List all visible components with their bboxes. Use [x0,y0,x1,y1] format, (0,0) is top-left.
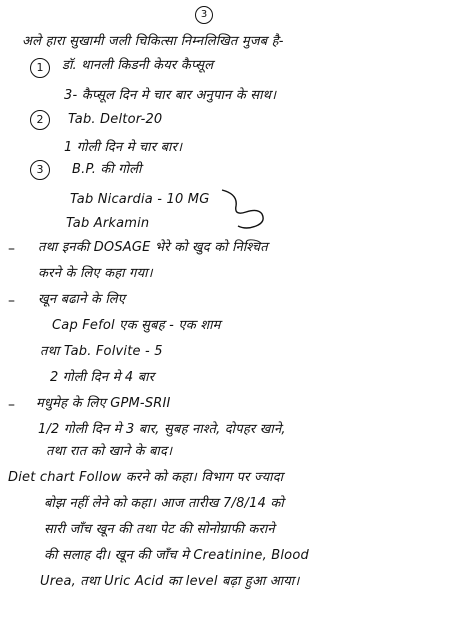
page-number: 3 [195,6,213,24]
brace-mark [218,186,273,236]
item-1-medicine: डॉ. थानली किडनी केयर कैप्सूल [62,58,214,73]
bullet-dash: – [8,397,15,413]
diabetes-dosage-line-1: 1/2 गोली दिन मे 3 बार, सुबह नाश्ते, दोपहर खाने, [38,422,286,437]
cap-fefol-line: Cap Fefol एक सुबह - एक शाम [52,318,221,333]
item-3-title: B.P. की गोली [72,162,142,177]
item-2-marker: 2 [30,110,50,130]
dosage-note-line-1: तथा इनकी DOSAGE भेरे को खुद को निश्चित [38,240,268,255]
folvite-dosage: 2 गोली दिन मे 4 बार [50,370,155,385]
diet-chart-line-5: Urea, तथा Uric Acid का level बढ़ा हुआ आया। [40,574,300,589]
diet-chart-line-2: बोझ नहीं लेने को कहा। आज तारीख 7/8/14 को [44,496,284,511]
diabetes-heading: मधुमेह के लिए GPM-SRII [36,396,171,411]
diet-chart-line-4: की सलाह दी। खून की जाँच मे Creatinine, Blood [44,548,309,563]
tab-folvite-line: तथा Tab. Folvite - 5 [40,344,163,359]
item-1-marker: 1 [30,58,50,78]
blood-heading: खून बढाने के लिए [38,292,126,307]
item-3-tab-nicardia: Tab Nicardia - 10 MG [70,192,210,207]
diet-chart-line-3: सारी जाँच खून की तथा पेट की सोनोग्राफी कराने [44,522,275,537]
dosage-note-line-2: करने के लिए कहा गया। [38,266,153,281]
bullet-dash: – [8,241,15,257]
item-2-medicine: Tab. Deltor-20 [68,112,163,127]
diabetes-dosage-line-2: तथा रात को खाने के बाद। [46,444,173,459]
bullet-dash: – [8,293,15,309]
item-1-dosage: 3- कैप्सूल दिन मे चार बार अनुपान के साथ। [64,88,277,103]
item-3-tab-arkamin: Tab Arkamin [66,216,150,231]
intro-line: अले हारा सुखामी जली चिकित्सा निम्नलिखित मुजब है- [22,34,284,49]
diet-chart-line-1: Diet chart Follow करने को कहा। विभाग पर ज्यादा [8,470,284,485]
item-3-marker: 3 [30,160,50,180]
item-2-dosage: 1 गोली दिन मे चार बार। [64,140,183,155]
